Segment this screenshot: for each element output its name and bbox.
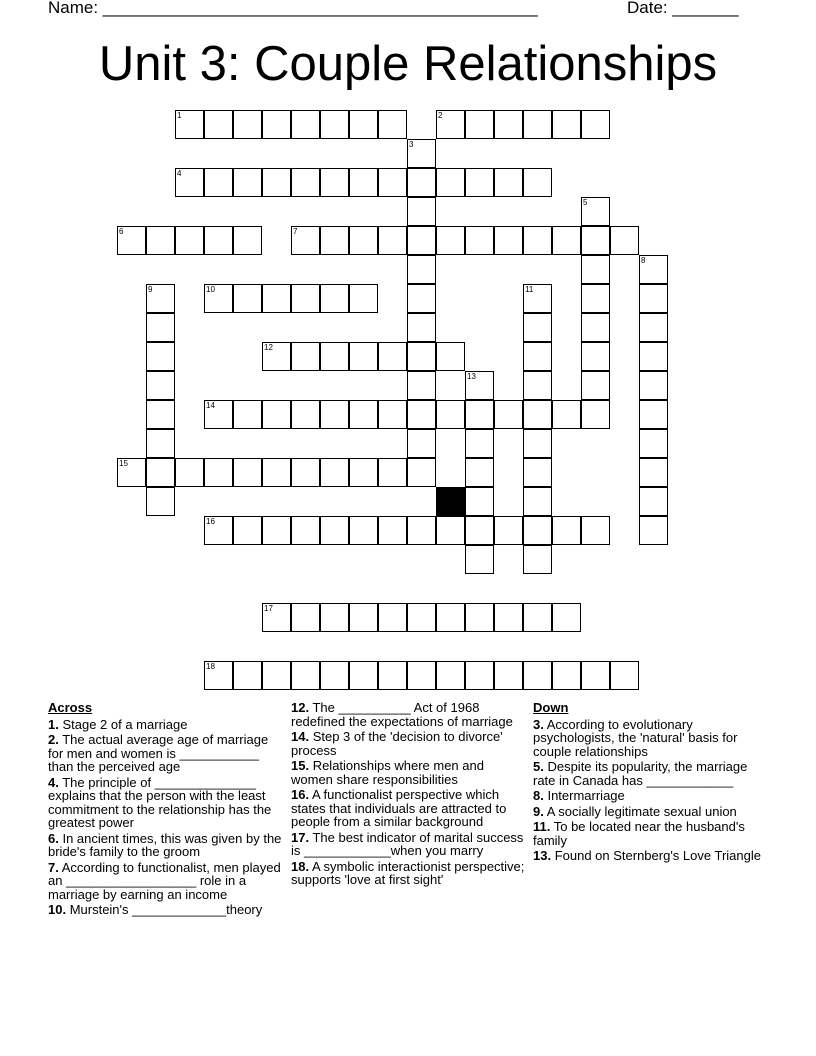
grid-cell[interactable]: [233, 110, 262, 139]
grid-cell[interactable]: [320, 342, 349, 371]
grid-cell[interactable]: [204, 661, 233, 690]
clue-item: [48, 733, 284, 774]
grid-cell[interactable]: [639, 516, 668, 545]
grid-cell[interactable]: [494, 168, 523, 197]
grid-cell[interactable]: [581, 197, 610, 226]
cell-number: 6: [119, 227, 124, 236]
grid-cell[interactable]: [175, 458, 204, 487]
black-cell: [436, 487, 465, 516]
grid-cell[interactable]: [204, 400, 233, 429]
grid-cell[interactable]: [436, 110, 465, 139]
grid-cell[interactable]: [378, 168, 407, 197]
grid-cell[interactable]: [494, 400, 523, 429]
clue-number: 1.: [48, 716, 59, 732]
clue-number: 9.: [533, 803, 544, 819]
grid-cell[interactable]: [639, 371, 668, 400]
clue-item: [48, 861, 284, 902]
cell-number: 16: [206, 517, 215, 526]
clue-item: [291, 860, 527, 887]
grid-cell[interactable]: [523, 429, 552, 458]
grid-cell[interactable]: [639, 342, 668, 371]
grid-cell[interactable]: [523, 226, 552, 255]
grid-cell[interactable]: [378, 458, 407, 487]
cell-number: 12: [264, 343, 273, 352]
grid-cell[interactable]: [465, 110, 494, 139]
clue-number: 5.: [533, 759, 544, 774]
grid-cell[interactable]: [436, 400, 465, 429]
grid-cell[interactable]: [320, 458, 349, 487]
grid-cell[interactable]: [262, 110, 291, 139]
grid-cell[interactable]: [175, 110, 204, 139]
clue-item: [291, 759, 527, 786]
clue-item: [48, 776, 284, 830]
grid-cell[interactable]: [262, 661, 291, 690]
grid-cell[interactable]: [349, 284, 378, 313]
grid-cell[interactable]: [523, 313, 552, 342]
grid-cell[interactable]: [378, 110, 407, 139]
grid-cell[interactable]: [204, 226, 233, 255]
grid-cell[interactable]: [407, 168, 436, 197]
name-field[interactable]: Name: ______________________________________________: [48, 0, 538, 17]
grid-cell[interactable]: [349, 400, 378, 429]
clue-text: Relationships where men and women share responsibilities: [291, 758, 484, 787]
grid-cell[interactable]: [146, 342, 175, 371]
grid-cell[interactable]: [233, 284, 262, 313]
cell-number: 8: [641, 256, 646, 265]
grid-cell[interactable]: [581, 284, 610, 313]
grid-cell[interactable]: [349, 516, 378, 545]
grid-cell[interactable]: [291, 458, 320, 487]
grid-cell[interactable]: [262, 458, 291, 487]
clue-text: To be located near the husband's family: [533, 819, 745, 848]
grid-cell[interactable]: [436, 342, 465, 371]
grid-cell[interactable]: [146, 458, 175, 487]
clues-column-1: [48, 701, 284, 919]
grid-cell[interactable]: [407, 255, 436, 284]
grid-cell[interactable]: [494, 661, 523, 690]
grid-cell[interactable]: [436, 516, 465, 545]
clue-number: 7.: [48, 859, 59, 875]
grid-cell[interactable]: [407, 197, 436, 226]
grid-cell[interactable]: [436, 603, 465, 632]
grid-cell[interactable]: [436, 226, 465, 255]
cell-number: 15: [119, 459, 128, 468]
grid-cell[interactable]: [552, 226, 581, 255]
grid-cell[interactable]: [291, 284, 320, 313]
clue-text: Murstein's _____________theory: [66, 902, 263, 917]
down-heading: Down: [533, 700, 569, 715]
clues-column-2: [291, 701, 527, 889]
grid-cell[interactable]: [465, 371, 494, 400]
grid-cell[interactable]: [407, 429, 436, 458]
cell-number: 5: [583, 198, 588, 207]
cell-number: 13: [467, 372, 476, 381]
across-heading: Across: [48, 700, 93, 715]
grid-cell[interactable]: [291, 226, 320, 255]
grid-cell[interactable]: [465, 516, 494, 545]
grid-cell[interactable]: [320, 226, 349, 255]
grid-cell[interactable]: [320, 400, 349, 429]
clue-item: [291, 730, 527, 757]
grid-cell[interactable]: [146, 226, 175, 255]
grid-cell[interactable]: [291, 342, 320, 371]
cell-number: 18: [206, 662, 215, 671]
cell-number: 4: [177, 169, 182, 178]
grid-cell[interactable]: [349, 661, 378, 690]
grid-cell[interactable]: [378, 342, 407, 371]
grid-cell[interactable]: [378, 400, 407, 429]
grid-cell[interactable]: [349, 342, 378, 371]
cell-number: 9: [148, 285, 153, 294]
clue-item: [48, 718, 284, 732]
grid-cell[interactable]: [407, 516, 436, 545]
grid-cell[interactable]: [610, 226, 639, 255]
grid-cell[interactable]: [146, 284, 175, 313]
grid-cell[interactable]: [407, 313, 436, 342]
clue-number: 18.: [291, 858, 310, 874]
page-title: Unit 3: Couple Relationships: [98, 37, 718, 91]
grid-cell[interactable]: [204, 168, 233, 197]
grid-cell[interactable]: [204, 110, 233, 139]
clue-item: [291, 831, 527, 858]
grid-cell[interactable]: [146, 487, 175, 516]
grid-cell[interactable]: [552, 516, 581, 545]
grid-cell[interactable]: [320, 661, 349, 690]
grid-cell[interactable]: [465, 226, 494, 255]
grid-cell[interactable]: [233, 516, 262, 545]
clue-number: 15.: [291, 758, 310, 773]
clue-text: A socially legitimate sexual union: [543, 803, 737, 819]
clue-text: In ancient times, this was given by the bride's family to the groom: [48, 830, 282, 859]
clue-item: [533, 789, 763, 803]
grid-cell[interactable]: [523, 487, 552, 516]
clue-number: 14.: [291, 729, 310, 744]
grid-cell[interactable]: [146, 371, 175, 400]
clue-text: The principle of ______________ explains that the person with the least commitment to the relationship has the greatest power: [48, 774, 272, 830]
grid-cell[interactable]: [146, 429, 175, 458]
grid-cell[interactable]: [523, 661, 552, 690]
grid-cell[interactable]: [146, 313, 175, 342]
grid-cell[interactable]: [639, 429, 668, 458]
clue-number: 4.: [48, 774, 59, 790]
grid-cell[interactable]: [610, 661, 639, 690]
grid-cell[interactable]: [291, 400, 320, 429]
grid-cell[interactable]: [465, 603, 494, 632]
clue-text: The best indicator of marital success is ____________when you marry: [291, 829, 524, 858]
grid-cell[interactable]: [407, 458, 436, 487]
clue-item: [291, 701, 527, 728]
grid-cell[interactable]: [262, 342, 291, 371]
cell-number: 17: [264, 604, 273, 613]
grid-cell[interactable]: [320, 284, 349, 313]
clue-text: Stage 2 of a marriage: [58, 716, 188, 732]
grid-cell[interactable]: [523, 284, 552, 313]
grid-cell[interactable]: [262, 603, 291, 632]
cell-number: 10: [206, 285, 215, 294]
grid-cell[interactable]: [175, 168, 204, 197]
grid-cell[interactable]: [320, 516, 349, 545]
clue-text: A symbolic interactionist perspective; supports 'love at first sight': [291, 858, 525, 887]
grid-cell[interactable]: [465, 168, 494, 197]
grid-cell[interactable]: [349, 168, 378, 197]
clue-text: A functionalist perspective which states that individuals are attracted to people from a similar background: [291, 787, 507, 829]
grid-cell[interactable]: [407, 400, 436, 429]
grid-cell[interactable]: [639, 400, 668, 429]
grid-cell[interactable]: [349, 458, 378, 487]
clue-number: 2.: [48, 732, 59, 747]
grid-cell[interactable]: [233, 168, 262, 197]
grid-cell[interactable]: [349, 226, 378, 255]
grid-cell[interactable]: [639, 487, 668, 516]
grid-cell[interactable]: [581, 342, 610, 371]
grid-cell[interactable]: [378, 226, 407, 255]
grid-cell[interactable]: [117, 458, 146, 487]
grid-cell[interactable]: [262, 284, 291, 313]
grid-cell[interactable]: [436, 168, 465, 197]
clue-text: According to evolutionary psychologists, the 'natural' basis for couple relationships: [533, 716, 738, 759]
grid-cell[interactable]: [204, 284, 233, 313]
grid-cell[interactable]: [204, 458, 233, 487]
clue-item: [533, 805, 763, 819]
grid-cell[interactable]: [552, 110, 581, 139]
grid-cell[interactable]: [262, 400, 291, 429]
grid-cell[interactable]: [407, 226, 436, 255]
grid-cell[interactable]: [523, 458, 552, 487]
clue-number: 8.: [533, 788, 544, 803]
grid-cell[interactable]: [465, 661, 494, 690]
grid-cell[interactable]: [146, 400, 175, 429]
grid-cell[interactable]: [581, 516, 610, 545]
grid-cell[interactable]: [581, 110, 610, 139]
grid-cell[interactable]: [262, 516, 291, 545]
clue-text: Intermarriage: [543, 788, 625, 803]
grid-cell[interactable]: [581, 255, 610, 284]
clue-item: [533, 760, 763, 787]
grid-cell[interactable]: [378, 661, 407, 690]
grid-cell[interactable]: [465, 429, 494, 458]
grid-cell[interactable]: [494, 516, 523, 545]
grid-cell[interactable]: [407, 371, 436, 400]
clue-text: Step 3 of the 'decision to divorce' process: [291, 729, 503, 758]
grid-cell[interactable]: [465, 458, 494, 487]
clue-text: The __________ Act of 1968 redefined the expectations of marriage: [291, 700, 513, 729]
grid-cell[interactable]: [320, 110, 349, 139]
grid-cell[interactable]: [204, 516, 233, 545]
clues-column-3: [533, 701, 763, 865]
clue-number: 12.: [291, 700, 310, 715]
grid-cell[interactable]: [407, 661, 436, 690]
grid-cell[interactable]: [465, 487, 494, 516]
grid-cell[interactable]: [494, 110, 523, 139]
clue-text: Despite its popularity, the marriage rate in Canada has ____________: [533, 759, 748, 788]
grid-cell[interactable]: [262, 168, 291, 197]
clue-number: 17.: [291, 829, 310, 845]
grid-cell[interactable]: [523, 168, 552, 197]
grid-cell[interactable]: [523, 342, 552, 371]
grid-cell[interactable]: [523, 400, 552, 429]
grid-cell[interactable]: [581, 371, 610, 400]
date-field[interactable]: Date: _______: [627, 0, 739, 17]
grid-cell[interactable]: [523, 516, 552, 545]
cell-number: 14: [206, 401, 215, 410]
cell-number: 1: [177, 111, 182, 120]
grid-cell[interactable]: [639, 284, 668, 313]
clue-text: Found on Sternberg's Love Triangle: [551, 848, 761, 863]
clue-item: [533, 718, 763, 759]
grid-cell[interactable]: [233, 226, 262, 255]
clue-number: 10.: [48, 902, 67, 917]
cell-number: 11: [525, 285, 534, 294]
grid-cell[interactable]: [581, 313, 610, 342]
grid-cell[interactable]: [465, 400, 494, 429]
grid-cell[interactable]: [233, 458, 262, 487]
clue-text: The actual average age of marriage for men and women is ___________ than the perceived age: [48, 732, 269, 774]
grid-cell[interactable]: [291, 168, 320, 197]
grid-cell[interactable]: [349, 110, 378, 139]
grid-cell[interactable]: [552, 603, 581, 632]
grid-cell[interactable]: [552, 661, 581, 690]
clue-number: 3.: [533, 716, 544, 732]
cell-number: 2: [438, 111, 443, 120]
clue-item: [48, 903, 284, 917]
cell-number: 7: [293, 227, 298, 236]
clue-number: 16.: [291, 787, 310, 802]
grid-cell[interactable]: [407, 342, 436, 371]
grid-cell[interactable]: [523, 545, 552, 574]
grid-cell[interactable]: [349, 603, 378, 632]
grid-cell[interactable]: [233, 661, 262, 690]
clue-item: [533, 820, 763, 847]
grid-cell[interactable]: [175, 226, 204, 255]
grid-cell[interactable]: [465, 545, 494, 574]
grid-cell[interactable]: [581, 400, 610, 429]
clue-text: According to functionalist, men played an __________________ role in a marriage by earning an income: [48, 859, 281, 902]
grid-cell[interactable]: [494, 603, 523, 632]
grid-cell[interactable]: [407, 139, 436, 168]
clue-number: 13.: [533, 848, 552, 863]
grid-cell[interactable]: [581, 661, 610, 690]
clue-item: [48, 832, 284, 859]
clue-number: 6.: [48, 830, 59, 846]
grid-cell[interactable]: [407, 284, 436, 313]
grid-cell[interactable]: [523, 110, 552, 139]
grid-cell[interactable]: [523, 603, 552, 632]
grid-cell[interactable]: [320, 168, 349, 197]
grid-cell[interactable]: [291, 603, 320, 632]
grid-cell[interactable]: [552, 400, 581, 429]
grid-cell[interactable]: [494, 226, 523, 255]
clue-number: 11.: [533, 819, 551, 834]
grid-cell[interactable]: [320, 603, 349, 632]
grid-cell[interactable]: [117, 226, 146, 255]
grid-cell[interactable]: [639, 255, 668, 284]
grid-cell[interactable]: [436, 661, 465, 690]
grid-cell[interactable]: [407, 603, 436, 632]
clue-item: [291, 788, 527, 829]
grid-cell[interactable]: [639, 458, 668, 487]
grid-cell[interactable]: [639, 313, 668, 342]
grid-cell[interactable]: [581, 226, 610, 255]
grid-cell[interactable]: [291, 516, 320, 545]
grid-cell[interactable]: [378, 516, 407, 545]
clue-item: [533, 849, 763, 863]
grid-cell[interactable]: [378, 603, 407, 632]
grid-cell[interactable]: [291, 110, 320, 139]
cell-number: 3: [409, 140, 414, 149]
grid-cell[interactable]: [233, 400, 262, 429]
grid-cell[interactable]: [523, 371, 552, 400]
grid-cell[interactable]: [291, 661, 320, 690]
